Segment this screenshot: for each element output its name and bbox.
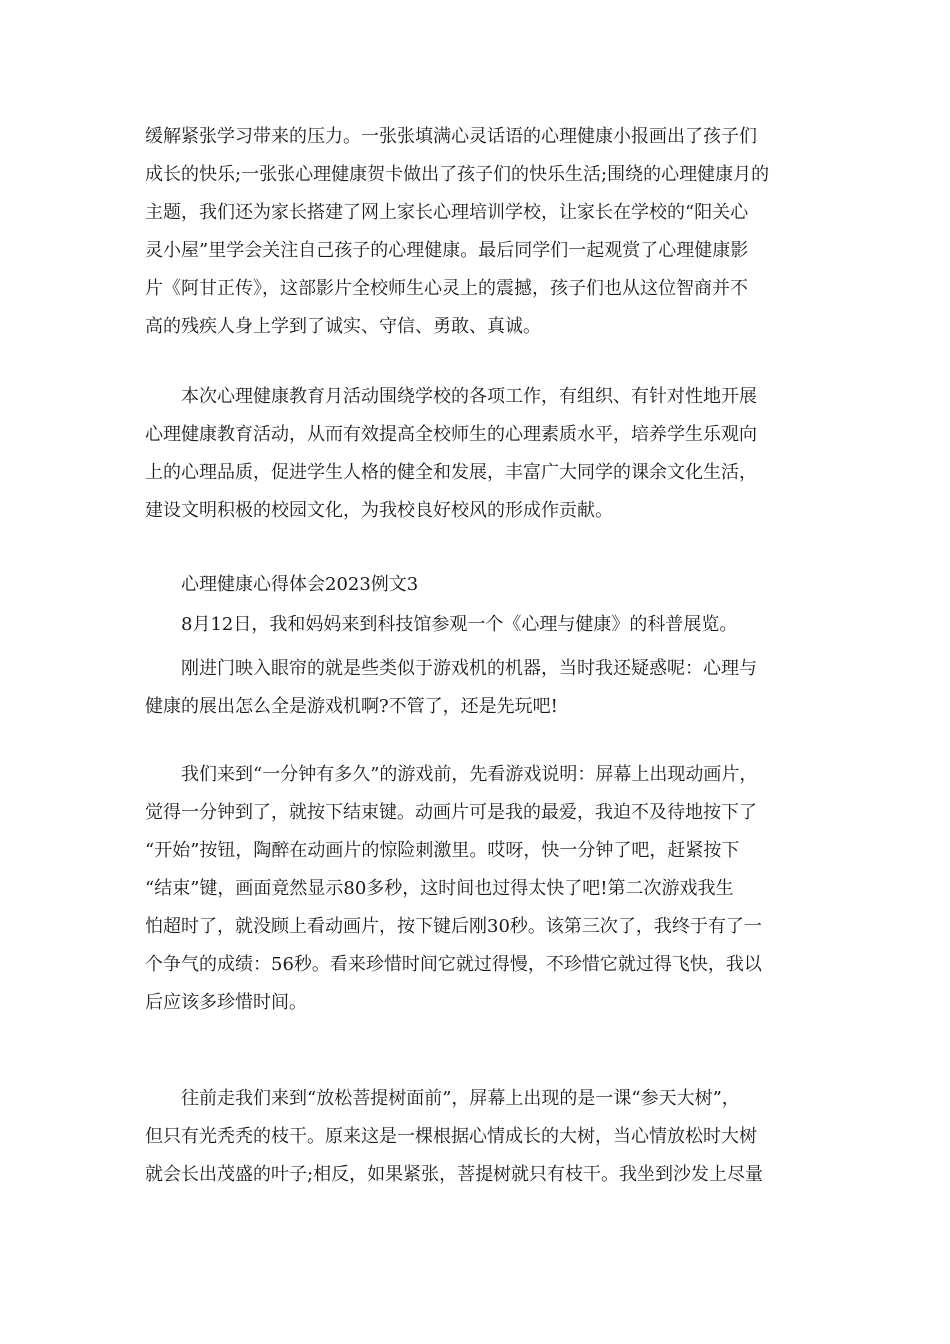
text-line: 觉得一分钟到了，就按下结束键。动画片可是我的最爱，我迫不及待地按下了 bbox=[145, 802, 757, 823]
paragraph-summary bbox=[145, 378, 807, 530]
text-line: 个争气的成绩：56秒。看来珍惜时间它就过得慢，不珍惜它就过得飞快，我以 bbox=[145, 954, 762, 975]
section-heading-block bbox=[145, 565, 807, 645]
intro-line: 8月12日，我和妈妈来到科技馆参观一个《心理与健康》的科普展览。 bbox=[181, 614, 738, 635]
paragraph-entrance bbox=[145, 650, 807, 726]
section-heading: 心理健康心得体会2023例文3 bbox=[181, 574, 419, 595]
paragraph-one-minute-game bbox=[145, 756, 807, 1022]
text-line: 高的残疾人身上学到了诚实、守信、勇敢、真诚。 bbox=[145, 316, 541, 337]
text-line: 后应该多珍惜时间。 bbox=[145, 992, 307, 1013]
text-line: 往前走我们来到“放松菩提树面前”，屏幕上出现的是一课“参天大树”， bbox=[181, 1088, 740, 1109]
text-line: 怕超时了，就没顾上看动画片，按下键后刚30秒。该第三次了，我终于有了一 bbox=[145, 916, 762, 937]
text-line: 片《阿甘正传》，这部影片全校师生心灵上的震撼，孩子们也从这位智商并不 bbox=[145, 278, 748, 299]
text-line: 健康的展出怎么全是游戏机啊?不管了，还是先玩吧! bbox=[145, 696, 558, 717]
text-line: “结束”键，画面竟然显示80多秒，这时间也过得太快了吧!第二次游戏我生 bbox=[145, 878, 734, 899]
text-line: 但只有光秃秃的枝干。原来这是一棵根据心情成长的大树，当心情放松时大树 bbox=[145, 1126, 757, 1147]
text-line: 灵小屋”里学会关注自己孩子的心理健康。最后同学们一起观赏了心理健康影 bbox=[145, 240, 749, 261]
text-line: 刚进门映入眼帘的就是些类似于游戏机的机器，当时我还疑惑呢：心理与 bbox=[181, 658, 757, 679]
text-line: 建设文明积极的校园文化，为我校良好校风的形成作贡献。 bbox=[145, 500, 613, 521]
text-line: 心理健康教育活动，从而有效提高全校师生的心理素质水平，培养学生乐观向 bbox=[145, 424, 757, 445]
text-line: 我们来到“一分钟有多久”的游戏前，先看游戏说明：屏幕上出现动画片， bbox=[181, 764, 758, 785]
text-line: 上的心理品质，促进学生人格的健全和发展，丰富广大同学的课余文化生活， bbox=[145, 462, 757, 483]
paragraph-stress-relief bbox=[145, 118, 807, 346]
text-line: 主题，我们还为家长搭建了网上家长心理培训学校，让家长在学校的“阳关心 bbox=[145, 202, 749, 223]
text-line: 本次心理健康教育月活动围绕学校的各项工作，有组织、有针对性地开展 bbox=[181, 386, 757, 407]
text-line: “开始”按钮，陶醉在动画片的惊险刺激里。哎呀，快一分钟了吧，赶紧按下 bbox=[145, 840, 740, 861]
paragraph-bodhi-tree bbox=[145, 1080, 807, 1194]
text-line: 成长的快乐;一张张心理健康贺卡做出了孩子们的快乐生活;围绕的心理健康月的 bbox=[145, 164, 770, 185]
text-line: 缓解紧张学习带来的压力。一张张填满心灵话语的心理健康小报画出了孩子们 bbox=[145, 126, 757, 147]
text-line: 就会长出茂盛的叶子;相反，如果紧张，菩提树就只有枝干。我坐到沙发上尽量 bbox=[145, 1164, 764, 1185]
